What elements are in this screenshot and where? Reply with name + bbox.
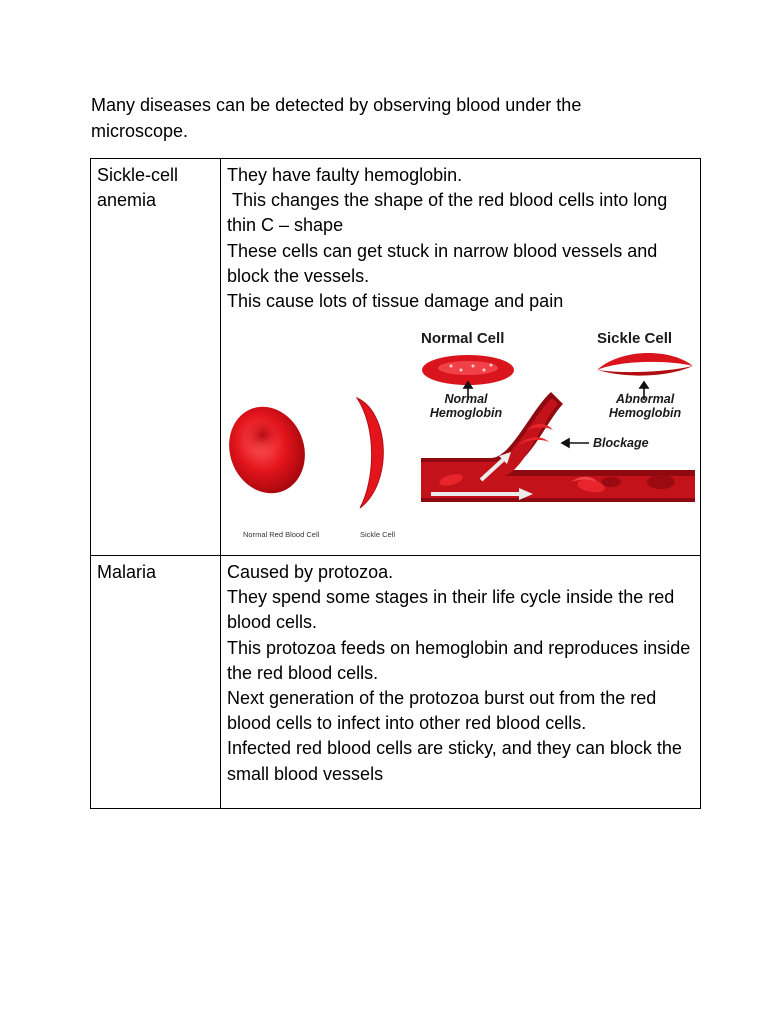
cell-shapes-illustration	[225, 368, 419, 518]
description-line: They have faulty hemoglobin.	[227, 165, 463, 185]
disease-name-malaria	[97, 560, 220, 585]
malaria-description	[227, 560, 694, 787]
disease-description-cell	[221, 159, 701, 556]
label-line: Hemoglobin	[608, 406, 682, 421]
disease-table	[90, 158, 701, 809]
disease-name-cell	[91, 159, 221, 556]
disease-name-cell	[91, 556, 221, 809]
description-line: This changes the shape of the red blood cells into long thin C – shape	[227, 190, 673, 236]
sickle-cell-caption: Sickle Cell	[360, 530, 396, 540]
disease-description-cell	[221, 556, 701, 809]
label-line: Hemoglobin	[429, 406, 503, 421]
sickle-cell-description	[227, 163, 694, 314]
description-line: This cause lots of tissue damage and pain	[227, 291, 564, 312]
table-row-sickle-cell	[91, 159, 701, 556]
description-line: This protozoa feeds on hemoglobin and reproduces inside the red blood cells.	[227, 637, 691, 683]
normal-hemoglobin-label	[427, 392, 505, 420]
sickle-cell-icon	[357, 398, 383, 508]
sickle-cell-figure	[221, 330, 700, 544]
normal-cell-title: Normal Cell	[421, 330, 505, 348]
blockage-arrow-icon	[562, 439, 589, 447]
disease-name-line: Sickle-cell	[97, 165, 179, 185]
description-line: They spend some stages in their life cycle inside the red blood cells.	[227, 587, 675, 633]
sickle-cell-crescent-icon	[597, 353, 693, 376]
cell-comparison-image	[225, 368, 419, 540]
normal-red-blood-cell-icon	[225, 396, 317, 504]
abnormal-hemoglobin-label	[599, 392, 691, 420]
disease-name-line: anemia	[97, 190, 157, 210]
blockage-label: Blockage	[593, 436, 649, 451]
description-line: Next generation of the protozoa burst out from the red blood cells to infect into other red blood cells.	[227, 688, 657, 734]
description-line: Caused by protozoa.	[227, 562, 394, 582]
disease-name-line: Malaria	[97, 562, 157, 582]
description-line: Infected red blood cells are sticky, and they can block the small blood vessels	[227, 738, 682, 784]
disease-name-sickle-cell	[97, 163, 220, 213]
description-line: These cells can get stuck in narrow blood vessels and block the vessels.	[227, 240, 658, 286]
table-row-malaria	[91, 556, 701, 809]
sickle-cell-title: Sickle Cell	[597, 330, 673, 348]
blockage-diagram	[421, 330, 695, 508]
label-line: Normal	[444, 392, 488, 407]
normal-cell-disc-icon	[422, 355, 514, 385]
normal-rbc-caption: Normal Red Blood Cell	[243, 530, 320, 540]
intro-paragraph: Many diseases can be detected by observing blood under the microscope.	[91, 95, 582, 141]
label-line: Abnormal	[615, 392, 675, 407]
